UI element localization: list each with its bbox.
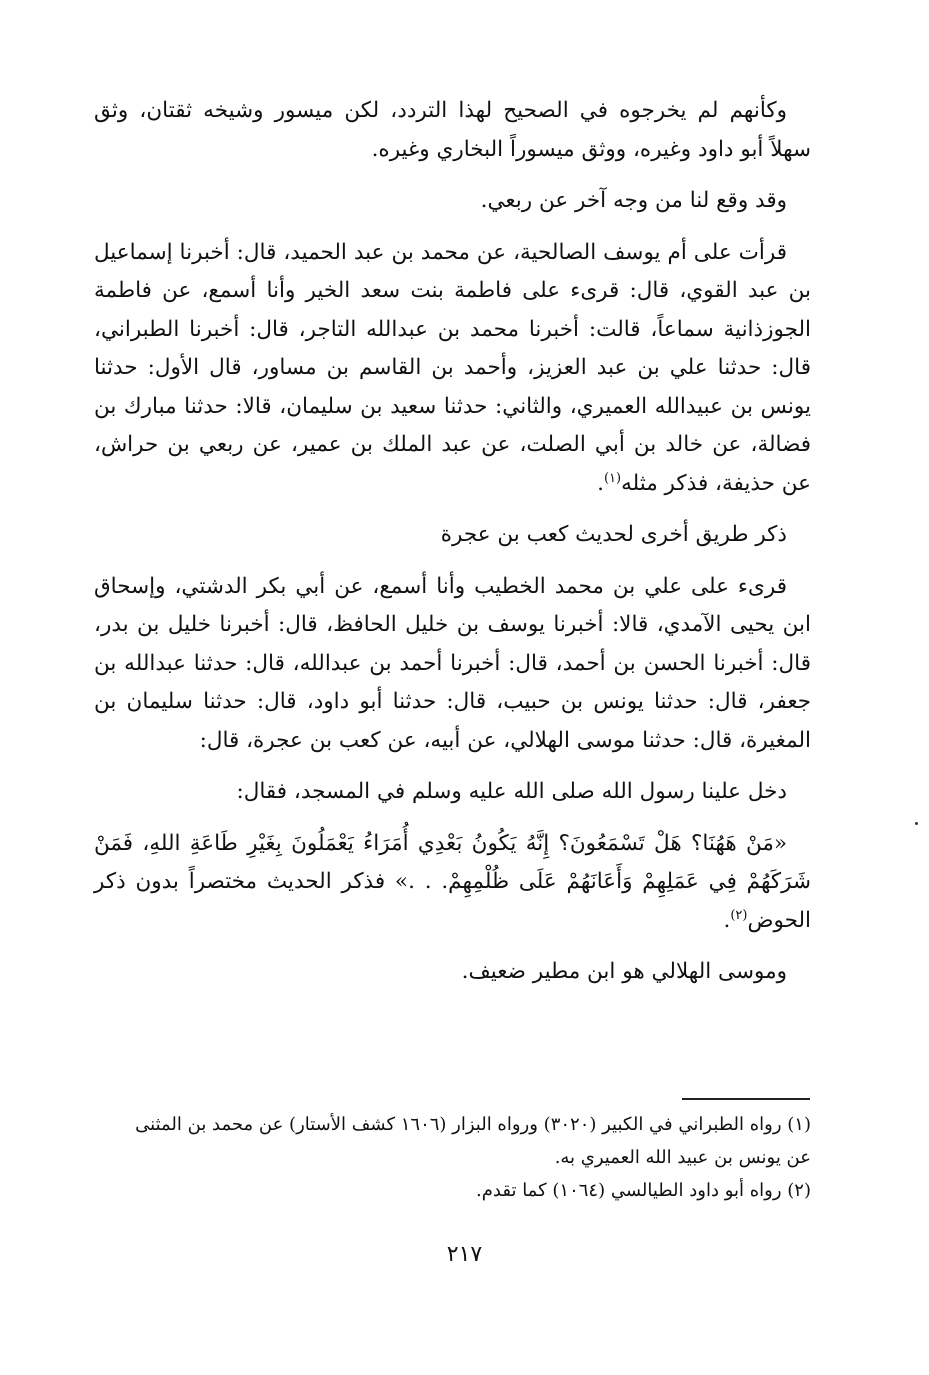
- paragraph-5: قرىء على علي بن محمد الخطيب وأنا أسمع، عن أبي بكر الدشتي، وإسحاق ابن يحيى الآمدي، قالا: أخبرنا يوسف بن خليل الحافظ، قال: أخبرنا خليل بن بدر، قال: أخبرنا الحسن بن أحمد، قال: أخبرنا أحمد بن عبدالله، قال: حدثنا عبدالله بن جعفر، قال: حدثنا يونس بن حبيب، قال: حدثنا أبو داود، قال: حدثنا سليمان بن المغيرة، قال: حدثنا موسى الهلالي، عن أبيه، عن كعب بن عجرة، قال:: [94, 573, 811, 753]
- paragraph-3-text: قرأت على أم يوسف الصالحية، عن محمد بن عبد الحميد، قال: أخبرنا إسماعيل بن عبد القوي، قال: قرىء على فاطمة بنت سعد الخير وأنا أسمع، عن فاطمة الجوزذانية سماعاً، قالت: أخبرنا محمد بن عبدالله التاجر، قال: أخبرنا الطبراني، قال: حدثنا علي بن عبد العزيز، وأحمد بن القاسم بن مساور، قال الأول: حدثنا يونس بن عبيدالله العميري، والثاني: حدثنا سعيد بن سليمان، قالا: حدثنا مبارك بن فضالة، عن خالد بن أبي الصلت، عن عبد الملك بن عمير، عن ربعي بن حراش، عن حذيفة، فذكر مثله: [94, 239, 811, 496]
- paragraph-3-period: .: [597, 470, 604, 496]
- page-number: ٢١٧: [446, 1242, 483, 1267]
- hadith-quote: [94, 825, 811, 941]
- hadith-quote-period: .: [723, 907, 731, 933]
- footnote-marker-1: (١): [603, 470, 622, 486]
- footnotes: [94, 1108, 811, 1207]
- paragraph-1: وكأنهم لم يخرجوه في الصحيح لهذا التردد، لكن ميسور وشيخه ثقتان، وثق سهلاً أبو داود وغيره، ووثق ميسوراً البخاري وغيره.: [94, 98, 811, 162]
- footnote-2: (٢) رواه أبو داود الطيالسي (١٠٦٤) كما تقدم.: [476, 1180, 811, 1201]
- footnote-1-continuation: عن يونس بن عبيد الله العميري به.: [554, 1147, 811, 1168]
- hadith-quote-text: «مَنْ هَهُنَا؟ هَلْ تَسْمَعُونَ؟ إِنَّهُ يَكُونُ بَعْدِي أُمَرَاءُ يَعْمَلُونَ بِغَيْرِ طَاعَةِ اللهِ، فَمَنْ شَرَكَهُمْ فِي عَمَلِهِمْ وَأَعَانَهُمْ عَلَى ظُلْمِهِمْ. . .» فذكر الحديث مختصراً بدون ذكر الحوض: [94, 830, 811, 933]
- margin-dot: [915, 822, 918, 825]
- paragraph-3: [94, 234, 811, 504]
- section-heading: ذكر طريق أخرى لحديث كعب بن عجرة: [440, 522, 787, 547]
- paragraph-6: دخل علينا رسول الله صلى الله عليه وسلم في المسجد، فقال:: [236, 779, 787, 804]
- main-text: [94, 92, 811, 992]
- paragraph-2: وقد وقع لنا من وجه آخر عن ربعي.: [480, 188, 787, 213]
- footnote-1: (١) رواه الطبراني في الكبير (٣٠٢٠) ورواه البزار (١٦٠٦ كشف الأستار) عن محمد بن المثنى: [135, 1114, 811, 1135]
- footnote-separator: [682, 1098, 810, 1100]
- paragraph-8: وموسى الهلالي هو ابن مطير ضعيف.: [461, 959, 787, 984]
- footnote-marker-2: (٢): [730, 907, 748, 923]
